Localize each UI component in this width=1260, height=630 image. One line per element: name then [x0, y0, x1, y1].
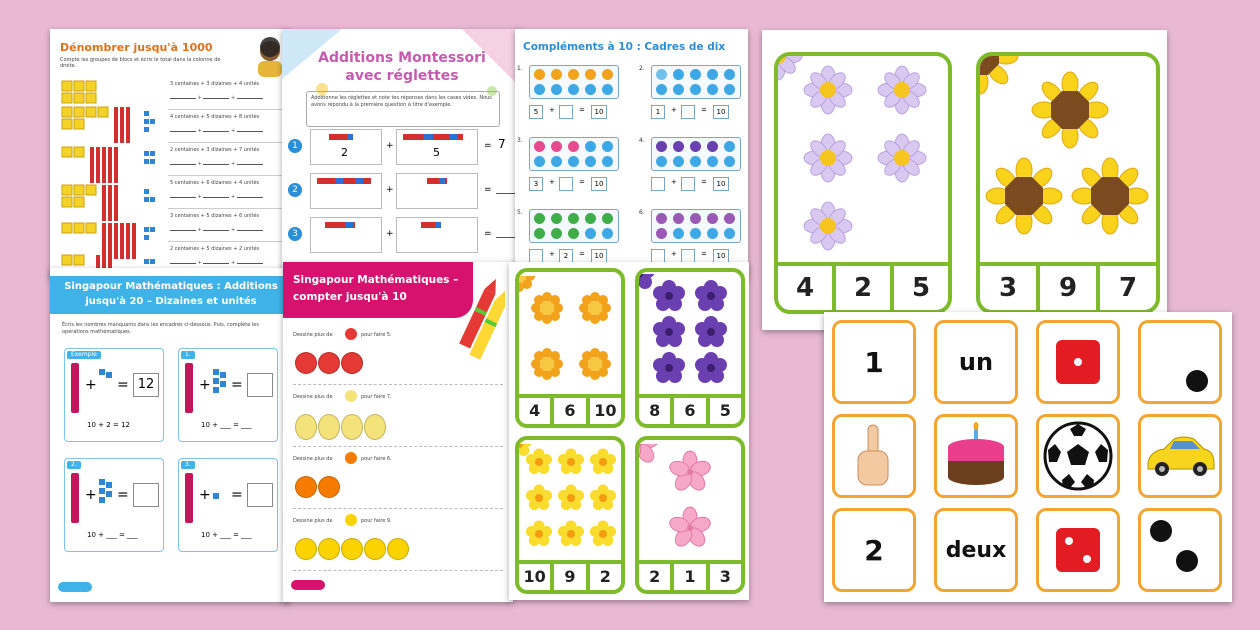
total-box: 10: [591, 105, 607, 119]
counter-dot: [602, 84, 613, 95]
unit-cube: [213, 493, 219, 499]
toy-car-icon: [1144, 431, 1216, 481]
counter-dot: [724, 213, 735, 224]
dots-icon: [1141, 511, 1219, 589]
addend-box[interactable]: 3: [529, 177, 543, 191]
clip-card: [976, 52, 1160, 314]
counter-dot: [585, 156, 596, 167]
soccer-ball-icon: [1042, 420, 1114, 492]
answer-options: [519, 394, 621, 424]
counter-dot: [724, 69, 735, 80]
lemon-icon: [318, 538, 340, 560]
clip-cards-sheet: [509, 262, 749, 600]
raised-finger-icon: [844, 421, 904, 491]
worksheet-header: Singapour Mathématiques – compter jusqu'à 10: [283, 262, 473, 318]
counter-dot: [551, 228, 562, 239]
answer-options: [980, 262, 1156, 310]
counting-row: 3 centaines + 5 dizaines + 6 unités + +: [168, 209, 286, 242]
answer-option[interactable]: 10: [523, 567, 546, 586]
worksheet-title: Compléments à 10 : Cadres de dix: [523, 41, 726, 53]
number-tile[interactable]: 1: [832, 320, 916, 404]
addend-box[interactable]: [681, 177, 695, 191]
number-tile[interactable]: 2: [832, 508, 916, 592]
counter-dot: [602, 141, 613, 152]
answer-box[interactable]: [247, 373, 273, 397]
counter-dot: [534, 156, 545, 167]
ten-rod: [71, 473, 79, 523]
orange-icon: [345, 452, 357, 464]
finger-tile[interactable]: [832, 414, 916, 498]
yellow-flowers-icon: [519, 444, 621, 556]
unit-cube: [220, 372, 226, 378]
answer-option[interactable]: 3: [998, 273, 1018, 303]
exercise-row: 1 2 + 5 = 7: [288, 129, 518, 167]
counter-dot: [673, 228, 684, 239]
counter-dot: [690, 156, 701, 167]
exercise-row: 2 + =: [288, 173, 518, 211]
lemon-icon: [364, 538, 386, 560]
dice-icon: [1053, 337, 1103, 387]
drawing-row: Dessine plus de pour faire 6.: [293, 452, 503, 509]
clip-card: [774, 52, 952, 314]
car-tile[interactable]: [1138, 414, 1222, 498]
counting-row: 2 centaines + 5 dizaines + 2 unités + +: [168, 242, 286, 274]
answer-option[interactable]: 4: [795, 273, 815, 303]
total-box: 10: [713, 249, 729, 263]
number-matching-sheet: [824, 312, 1232, 602]
ten-frame-item: 6. + = 10: [645, 209, 745, 275]
question-number: 3: [288, 227, 302, 241]
unit-cube: [99, 369, 105, 375]
counter-dot: [690, 213, 701, 224]
counter-dot: [656, 228, 667, 239]
counter-dot: [707, 84, 718, 95]
answer-field[interactable]: 7: [498, 137, 506, 151]
pear-icon: [341, 414, 363, 440]
unit-cube: [213, 369, 219, 375]
number-sentence: 10 + ___ = ___: [201, 531, 252, 539]
number-sentence: 10 + ___ = ___: [201, 421, 252, 429]
counter-dot: [534, 141, 545, 152]
counter-dot: [673, 213, 684, 224]
footer-logo: [58, 582, 92, 592]
ten-frame-item: 5. + 2 = 10: [523, 209, 623, 275]
word-tile[interactable]: un: [934, 320, 1018, 404]
birthday-cake-icon: [941, 421, 1011, 491]
ten-frame: [529, 137, 619, 171]
addend-box[interactable]: [651, 249, 665, 263]
counter-dot: [568, 213, 579, 224]
counter-dot: [602, 69, 613, 80]
large-clip-cards-sheet: [762, 30, 1167, 330]
unit-cube: [106, 372, 112, 378]
counter-dot: [551, 156, 562, 167]
pear-icon: [295, 414, 317, 440]
answer-option[interactable]: 2: [649, 567, 661, 586]
counter-dot: [602, 228, 613, 239]
total-box: 10: [591, 177, 607, 191]
rod-box: [310, 173, 382, 209]
cake-tile[interactable]: [934, 414, 1018, 498]
pear-icon: [318, 414, 340, 440]
counter-dot: [551, 213, 562, 224]
addend-box[interactable]: [681, 249, 695, 263]
counter-dot: [602, 213, 613, 224]
counter-dot: [534, 228, 545, 239]
worksheet-title: Dénombrer jusqu'à 1000: [60, 41, 213, 54]
counter-dot: [585, 141, 596, 152]
question-number: 1: [288, 139, 302, 153]
counter-dot: [707, 141, 718, 152]
counting-row: 5 centaines + 6 dizaines + 4 unités + +: [168, 176, 286, 209]
counter-dot: [707, 69, 718, 80]
counter-dot: [656, 213, 667, 224]
answer-options: [639, 394, 741, 424]
worksheet-instruction: Écris les nombres manquants dans les encadrés ci-dessous. Puis, complète les opérations mathématiques.: [62, 322, 259, 335]
counting-row: 2 centaines + 3 dizaines + 7 unités + +: [168, 143, 286, 176]
answer-option[interactable]: 5: [706, 398, 741, 424]
lilac-flowers-icon: [778, 56, 948, 262]
clip-card: [515, 436, 625, 594]
number-sentence: 10 + ___ = ___: [87, 531, 138, 539]
ten-rod: [71, 363, 79, 413]
equation-row: + 2 = 10: [529, 249, 621, 263]
addend-box[interactable]: [651, 177, 665, 191]
question-number: 2: [288, 183, 302, 197]
clip-card: [515, 268, 625, 428]
answer-box[interactable]: [247, 483, 273, 507]
counter-dot: [690, 141, 701, 152]
counter-dot: [602, 156, 613, 167]
addend-box[interactable]: [681, 105, 695, 119]
equation-row: + = 10: [651, 177, 743, 191]
ball-tile[interactable]: [1036, 414, 1120, 498]
counter-dot: [534, 213, 545, 224]
answer-option[interactable]: 9: [550, 564, 585, 590]
pink-blossoms-icon: [639, 444, 741, 556]
counting-row: 3 centaines + 3 dizaines + 4 unités + +: [168, 77, 286, 110]
counter-dot: [707, 156, 718, 167]
counter-dot: [568, 69, 579, 80]
counter-dot: [585, 213, 596, 224]
dot-icon: [1141, 323, 1219, 401]
answer-option[interactable]: 6: [550, 398, 585, 424]
counter-dot: [673, 69, 684, 80]
addend-box[interactable]: [559, 177, 573, 191]
answer-option[interactable]: 1: [670, 564, 705, 590]
unit-cube: [99, 488, 105, 494]
answer-option[interactable]: 10: [586, 398, 621, 424]
answer-options: [639, 560, 741, 590]
counter-dot: [534, 69, 545, 80]
counting-rows: [168, 77, 286, 274]
worksheet-counting-to-1000: [50, 29, 290, 279]
ten-frame-item: 1. 5 + = 10: [523, 65, 623, 131]
pear-icon: [364, 414, 386, 440]
ten-frame: [651, 209, 741, 243]
counter-dot: [724, 156, 735, 167]
addition-panel: Exemple + = 12 10 + 2 = 12: [64, 348, 164, 442]
counter-dot: [673, 156, 684, 167]
lemon-icon: [387, 538, 409, 560]
counter-dot: [585, 228, 596, 239]
counter-dot: [568, 84, 579, 95]
drawing-row: Dessine plus de pour faire 5.: [293, 328, 503, 385]
rod-box: [396, 217, 478, 253]
lemon-icon: [341, 538, 363, 560]
word-tile[interactable]: deux: [934, 508, 1018, 592]
ten-frame-item: 3. 3 + = 10: [523, 137, 623, 203]
counter-dot: [551, 69, 562, 80]
answer-field[interactable]: [496, 237, 516, 238]
unit-cube: [220, 381, 226, 387]
addend-box[interactable]: 2: [559, 249, 573, 263]
worksheet-header: Singapour Mathématiques : Additions jusqu'à 20 – Dizaines et unités: [50, 276, 290, 314]
worksheet-singapore-counting: [283, 262, 513, 602]
ten-frame-item: 2. 1 + = 10: [645, 65, 745, 131]
unit-cube: [99, 497, 105, 503]
drawing-row: Dessine plus de pour faire 7.: [293, 390, 503, 447]
answer-box[interactable]: [133, 483, 159, 507]
unit-cube: [106, 491, 112, 497]
addition-panel: 3. + = 10 + ___ = ___: [178, 458, 278, 552]
dice-one-tile[interactable]: [1036, 320, 1120, 404]
addend-box[interactable]: [559, 105, 573, 119]
ten-rod: [185, 473, 193, 523]
pear-icon: [345, 390, 357, 402]
total-box: 10: [713, 177, 729, 191]
counter-dot: [534, 84, 545, 95]
unit-cube: [213, 378, 219, 384]
answer-option[interactable]: 4: [529, 401, 541, 420]
counter-dot: [568, 156, 579, 167]
worksheet-complements-to-10: [515, 29, 748, 279]
addition-panel: 2. + = 10 + ___ = ___: [64, 458, 164, 552]
counter-dot: [724, 141, 735, 152]
answer-option[interactable]: 5: [890, 266, 948, 310]
counter-dot: [551, 84, 562, 95]
addend-box[interactable]: [529, 249, 543, 263]
apple-icon: [345, 328, 357, 340]
answer-option[interactable]: 2: [832, 266, 890, 310]
counter-dot: [585, 69, 596, 80]
two-dots-tile[interactable]: [1138, 508, 1222, 592]
apple-icon: [341, 352, 363, 374]
ten-frame-item: 4. + = 10: [645, 137, 745, 203]
apple-icon: [318, 352, 340, 374]
number-sentence: 10 + 2 = 12: [87, 421, 130, 429]
worksheet-singapore-additions: [50, 268, 290, 602]
total-box: 10: [591, 249, 607, 263]
ten-frame: [651, 65, 741, 99]
worksheet-montessori-additions: [282, 29, 522, 279]
lemon-icon: [295, 538, 317, 560]
rod-box: [310, 217, 382, 253]
answer-options: [519, 560, 621, 590]
answer-field[interactable]: [496, 193, 516, 194]
counter-dot: [724, 84, 735, 95]
equation-row: 3 + = 10: [529, 177, 621, 191]
answer-option[interactable]: 3: [706, 564, 741, 590]
unit-cube: [106, 482, 112, 488]
answer-box[interactable]: 12: [133, 373, 159, 397]
counter-dot: [690, 228, 701, 239]
dice-icon: [1053, 525, 1103, 575]
exercise-row: 3 + =: [288, 217, 518, 255]
equation-row: + = 10: [651, 249, 743, 263]
blocks-area: [60, 77, 160, 277]
answer-option[interactable]: 9: [1036, 266, 1096, 310]
counting-row: 4 centaines + 5 dizaines + 8 unités + +: [168, 110, 286, 143]
counter-dot: [568, 228, 579, 239]
counter-dot: [656, 69, 667, 80]
orange-flowers-icon: [519, 276, 621, 388]
dot-tile[interactable]: [1138, 320, 1222, 404]
rod-box: [396, 173, 478, 209]
worksheet-instruction: Compte les groupes de blocs et écris le total dans la colonne de droite.: [60, 57, 221, 69]
unit-cube: [213, 387, 219, 393]
counter-dot: [673, 84, 684, 95]
rod-box: 5: [396, 129, 478, 165]
apple-icon: [295, 352, 317, 374]
clip-card: [635, 436, 745, 594]
answer-option[interactable]: 2: [586, 564, 621, 590]
footer-logo: [291, 580, 325, 590]
counter-dot: [585, 84, 596, 95]
equation-row: 1 + = 10: [651, 105, 743, 119]
total-box: 10: [713, 105, 729, 119]
counter-dot: [690, 69, 701, 80]
counter-dot: [656, 141, 667, 152]
counter-dot: [707, 213, 718, 224]
ten-rod: [185, 363, 193, 413]
drawing-row: Dessine plus de pour faire 9.: [293, 514, 503, 571]
orange-icon: [318, 476, 340, 498]
ten-frame: [529, 209, 619, 243]
ten-frame: [529, 65, 619, 99]
counter-dot: [673, 141, 684, 152]
dice-two-tile[interactable]: [1036, 508, 1120, 592]
addend-box[interactable]: 1: [651, 105, 665, 119]
counter-dot: [656, 156, 667, 167]
addend-box[interactable]: 5: [529, 105, 543, 119]
lemon-icon: [345, 514, 357, 526]
answer-option[interactable]: 7: [1096, 266, 1156, 310]
purple-flowers-icon: [639, 274, 741, 392]
counter-dot: [690, 84, 701, 95]
addition-panel: 1. + = 10 + ___ = ___: [178, 348, 278, 442]
counter-dot: [568, 141, 579, 152]
counter-dot: [724, 228, 735, 239]
answer-option[interactable]: 6: [670, 398, 705, 424]
counter-dot: [707, 228, 718, 239]
worksheet-title: Additions Montessori avec réglettes: [318, 50, 486, 84]
counter-dot: [551, 141, 562, 152]
answer-options: [778, 262, 948, 310]
rod-box: 2: [310, 129, 382, 165]
equation-row: 5 + = 10: [529, 105, 621, 119]
counter-dot: [656, 84, 667, 95]
instruction-box: Additionne les réglettes et note tes réponses dans les cases vides. Nous avons répondu à la première question à titre d'exemple.: [306, 91, 500, 127]
clip-card: [635, 268, 745, 428]
sunflowers-icon: [980, 56, 1156, 262]
ten-frame: [651, 137, 741, 171]
unit-cube: [99, 479, 105, 485]
answer-option[interactable]: 8: [649, 401, 661, 420]
orange-icon: [295, 476, 317, 498]
